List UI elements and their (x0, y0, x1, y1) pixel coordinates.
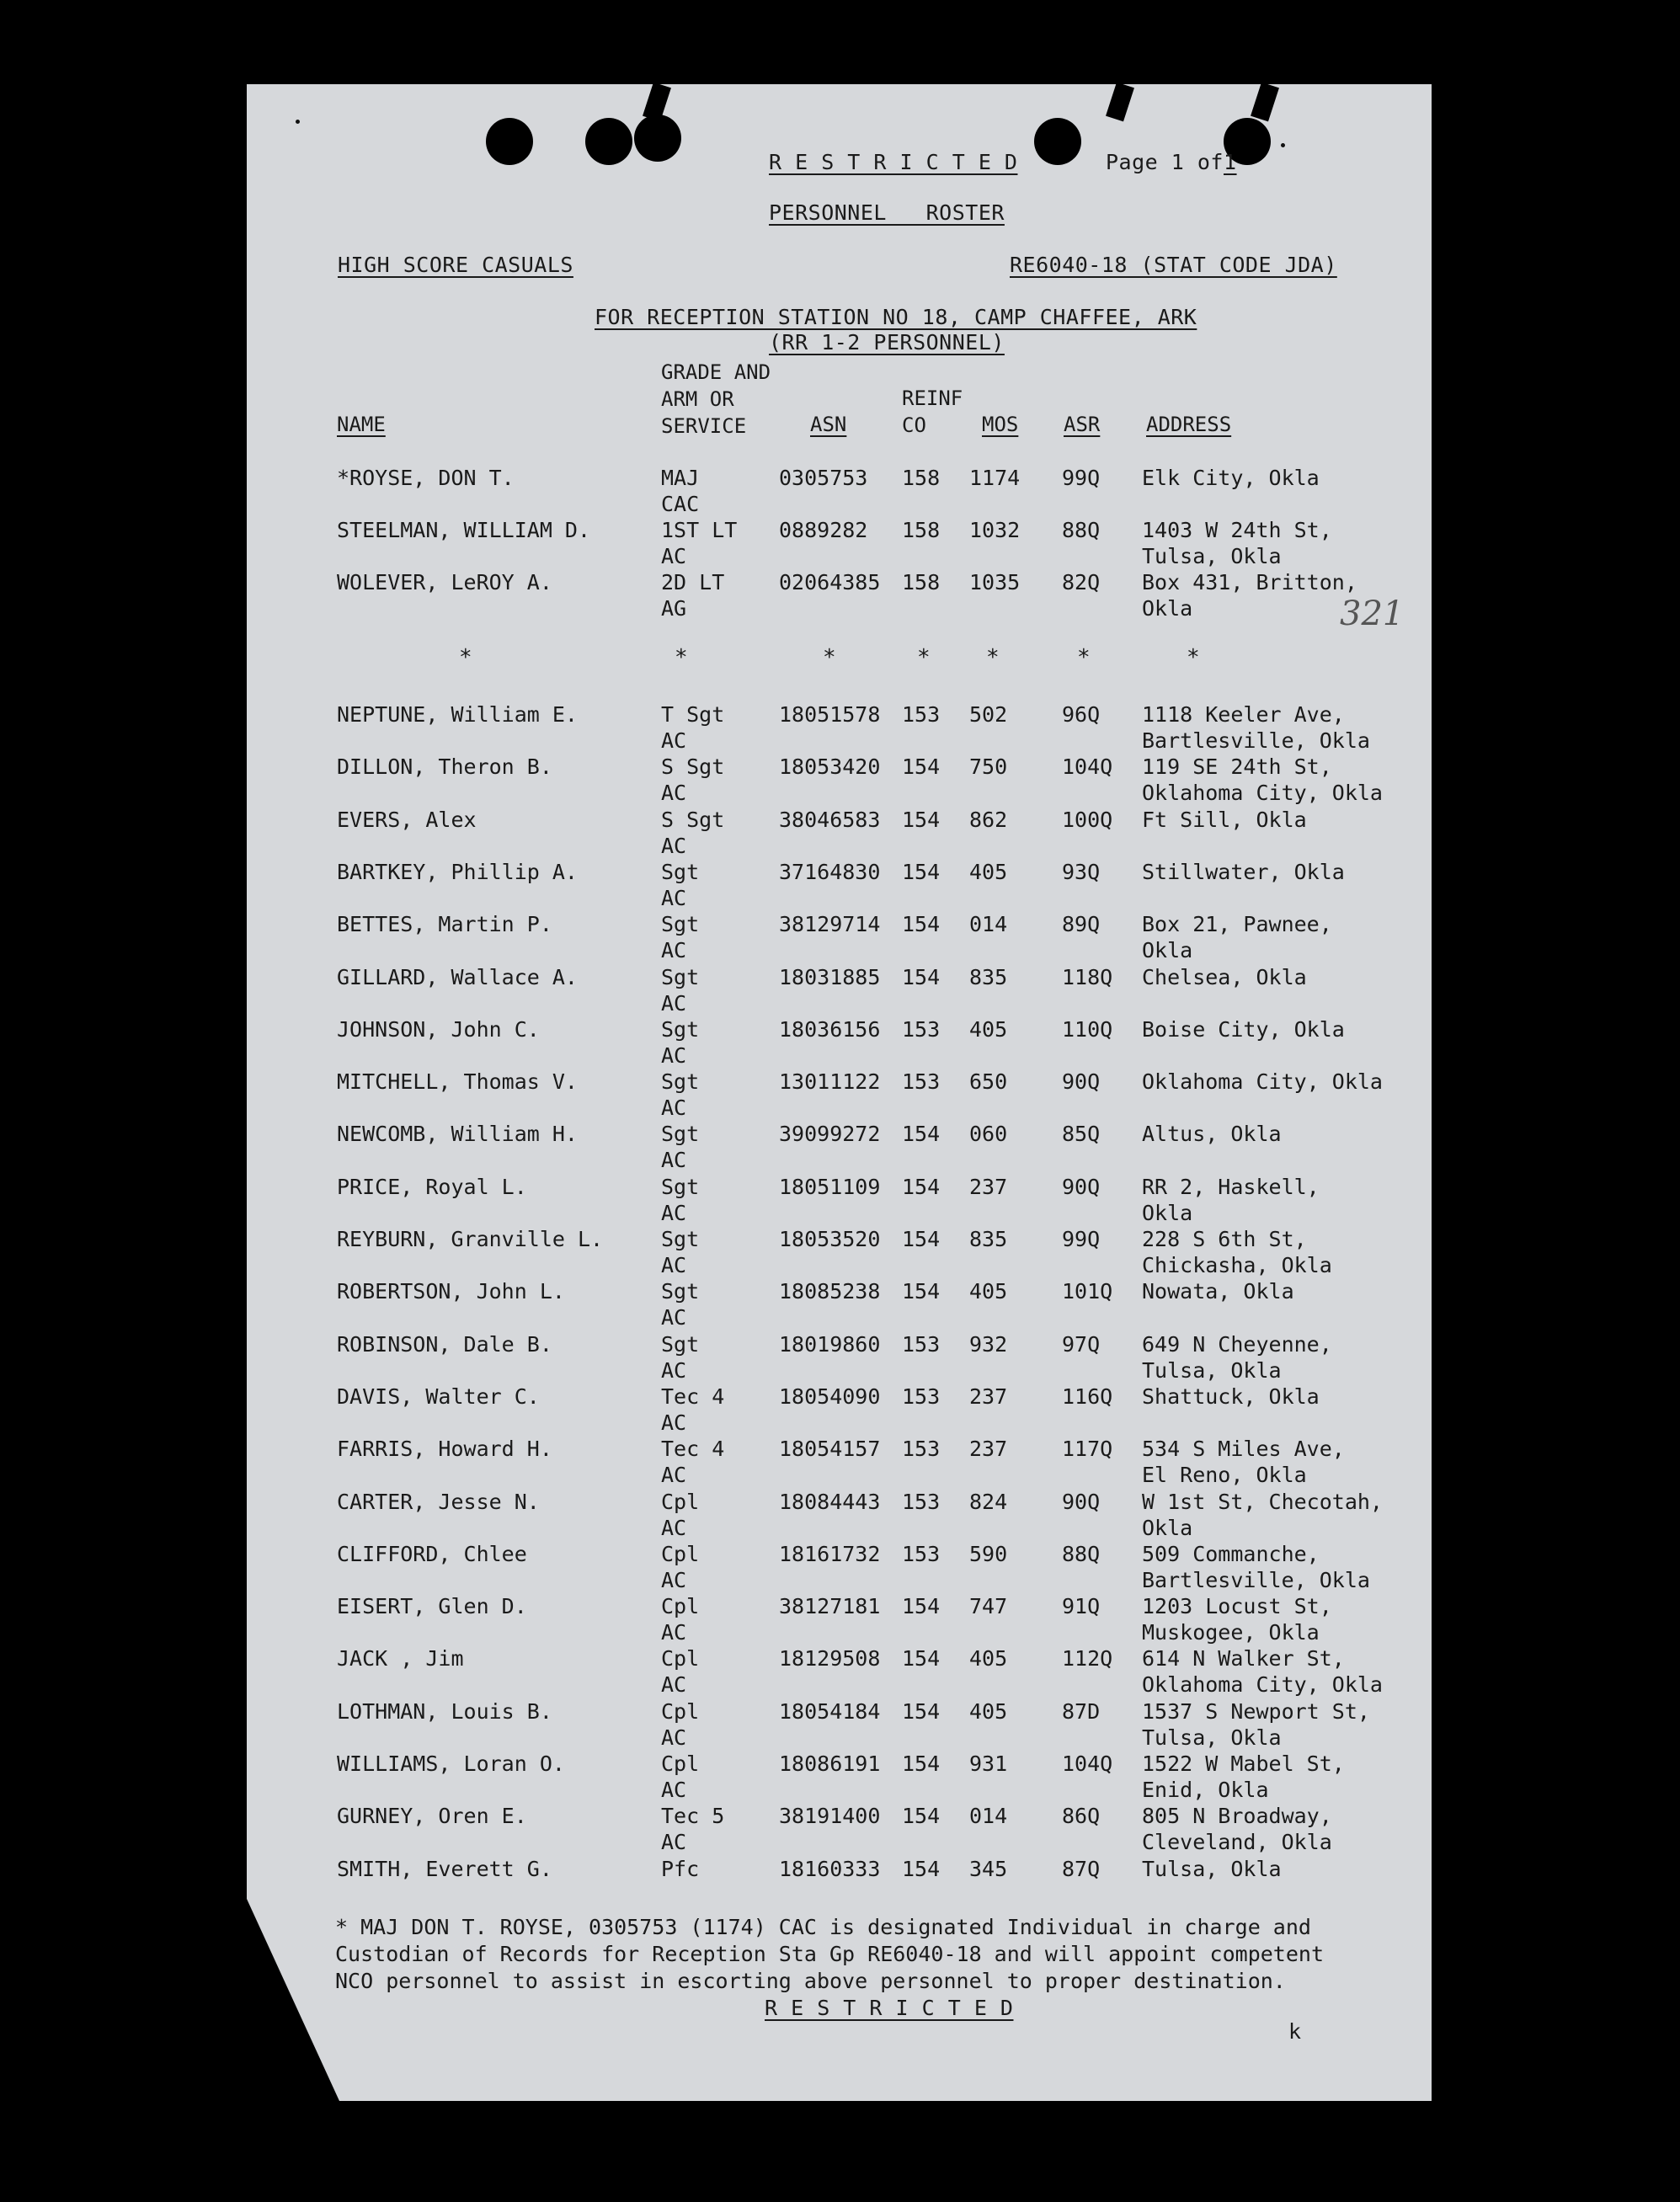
classification-top: R E S T R I C T E D (769, 150, 1018, 174)
right-title: RE6040-18 (STAT CODE JDA) (1010, 253, 1337, 277)
cell-asn: 18086191 (779, 1751, 881, 1776)
cell-asn: 38046583 (779, 807, 881, 832)
cell-arm: AC (661, 990, 687, 1016)
cell-asr: 99Q (1062, 466, 1101, 490)
cell-asr: 90Q (1062, 1489, 1101, 1514)
cell-grade: Tec 4 (661, 1384, 725, 1409)
cell-name: EVERS, Alex (337, 807, 477, 832)
cell-address: 509 Commanche, (1142, 1541, 1320, 1566)
cell-name: DAVIS, Walter C. (337, 1384, 540, 1409)
col-header-name: NAME (337, 413, 386, 436)
cell-name: PRICE, Royal L. (337, 1174, 527, 1199)
cell-arm: AC (661, 1410, 687, 1435)
cell-asn: 13011122 (779, 1069, 881, 1095)
cell-arm: AC (661, 1515, 687, 1540)
station-line: FOR RECEPTION STATION NO 18, CAMP CHAFFEE, ARK (595, 305, 1197, 329)
cell-name: BETTES, Martin P. (337, 912, 552, 937)
cell-arm: AC (661, 1725, 687, 1750)
cell-arm: AC (661, 1253, 687, 1277)
cell-mos: 650 (969, 1069, 1008, 1095)
cell-address: 534 S Miles Ave, (1142, 1437, 1345, 1462)
cell-arm: AC (661, 1620, 687, 1645)
cell-asr: 118Q (1062, 964, 1113, 989)
cell-arm: AC (661, 1148, 687, 1173)
cell-asn: 18160333 (779, 1856, 881, 1881)
cell-grade: Cpl (661, 1751, 700, 1776)
cell-name: MITCHELL, Thomas V. (337, 1069, 578, 1095)
col-header-co: REINF CO (902, 387, 963, 437)
cell-name: ROBINSON, Dale B. (337, 1331, 552, 1357)
cell-grade: S Sgt (661, 807, 725, 832)
page-label: Page 1 of (1106, 150, 1224, 174)
cell-address: Oklahoma City, Okla (1142, 1069, 1383, 1095)
cell-asr: 117Q (1062, 1437, 1113, 1462)
tear-mark (1106, 84, 1134, 121)
cell-arm: AC (661, 1830, 687, 1855)
cell-asr: 93Q (1062, 859, 1101, 884)
cell-asr: 100Q (1062, 807, 1113, 832)
cell-name: REYBURN, Granville L. (337, 1227, 604, 1251)
cell-co: 158 (902, 466, 941, 490)
cell-mos: 824 (969, 1489, 1008, 1514)
separator-star: * (1187, 645, 1200, 670)
cell-grade: Pfc (661, 1856, 700, 1881)
cell-address-line2: Enid, Okla (1142, 1778, 1269, 1802)
cell-mos: 405 (969, 1279, 1008, 1304)
cell-co: 153 (902, 702, 941, 727)
cell-name: WOLEVER, LeROY A. (337, 570, 552, 594)
cell-address: Elk City, Okla (1142, 466, 1320, 490)
cell-co: 154 (902, 1804, 941, 1829)
cell-asn: 18054184 (779, 1698, 881, 1724)
cell-name: CARTER, Jesse N. (337, 1489, 540, 1514)
cell-mos: 405 (969, 1016, 1008, 1042)
cell-co: 154 (902, 912, 941, 937)
table-row (247, 1698, 1432, 1751)
cell-mos: 405 (969, 1698, 1008, 1724)
cell-asn: 18053420 (779, 754, 881, 780)
cell-co: 158 (902, 570, 941, 594)
separator-star: * (986, 645, 1000, 670)
cell-mos: 502 (969, 702, 1008, 727)
cell-co: 158 (902, 518, 941, 542)
table-row (247, 1751, 1432, 1803)
table-row (247, 701, 1432, 754)
table-row (247, 1121, 1432, 1173)
page-total: 1 (1224, 150, 1237, 174)
cell-grade: Cpl (661, 1489, 700, 1514)
cell-arm: AC (661, 833, 687, 858)
personnel-line: (RR 1-2 PERSONNEL) (769, 330, 1005, 355)
cell-mos: 1032 (969, 518, 1021, 542)
cell-asr: 87D (1062, 1698, 1101, 1724)
cell-mos: 931 (969, 1751, 1008, 1776)
cell-mos: 405 (969, 859, 1008, 884)
cell-grade: Sgt (661, 1279, 700, 1304)
cell-name: FARRIS, Howard H. (337, 1437, 552, 1462)
table-row (247, 1803, 1432, 1855)
table-row (247, 1384, 1432, 1436)
cell-address: Chelsea, Okla (1142, 964, 1307, 989)
cell-mos: 345 (969, 1856, 1008, 1881)
cell-address: 228 S 6th St, (1142, 1227, 1307, 1251)
cell-co: 154 (902, 1227, 941, 1251)
cell-asr: 112Q (1062, 1646, 1113, 1671)
cell-name: WILLIAMS, Loran O. (337, 1751, 565, 1776)
cell-asr: 97Q (1062, 1331, 1101, 1357)
cell-co: 153 (902, 1016, 941, 1042)
cell-co: 154 (902, 1646, 941, 1671)
cell-arm: AC (661, 1567, 687, 1592)
cell-address-line2: Okla (1142, 938, 1193, 963)
cell-address: RR 2, Haskell, (1142, 1174, 1320, 1199)
cell-grade: Cpl (661, 1541, 700, 1566)
cell-co: 154 (902, 859, 941, 884)
cell-grade: T Sgt (661, 702, 725, 727)
separator-star: * (1077, 645, 1091, 670)
col-header-mos: MOS (982, 413, 1019, 436)
punch-hole (1034, 118, 1081, 165)
cell-address: 614 N Walker St, (1142, 1646, 1345, 1671)
cell-asr: 96Q (1062, 702, 1101, 727)
document-title: PERSONNEL ROSTER (769, 200, 1005, 225)
table-row (247, 569, 1432, 621)
cell-grade: Sgt (661, 859, 700, 884)
speck (296, 120, 300, 124)
separator-star: * (675, 645, 688, 670)
cell-mos: 835 (969, 1227, 1008, 1251)
cell-asn: 18019860 (779, 1331, 881, 1357)
cell-arm: AC (661, 781, 687, 806)
cell-asr: 99Q (1062, 1227, 1101, 1251)
typist-initial: k (1288, 2019, 1302, 2044)
cell-grade: Sgt (661, 1174, 700, 1199)
cell-arm: AC (661, 885, 687, 910)
cell-grade: Sgt (661, 1227, 700, 1251)
cell-grade: Tec 5 (661, 1804, 725, 1829)
cell-name: JOHNSON, John C. (337, 1016, 540, 1042)
cell-arm: AC (661, 1463, 687, 1488)
col-header-asn: ASN (810, 413, 847, 436)
cell-arm: AC (661, 544, 687, 568)
table-row (247, 1278, 1432, 1330)
cell-grade: Sgt (661, 912, 700, 937)
cell-co: 154 (902, 1751, 941, 1776)
cell-co: 154 (902, 1279, 941, 1304)
punch-hole (634, 115, 681, 162)
table-row (247, 1541, 1432, 1593)
cell-arm: AC (661, 728, 687, 753)
table-row (247, 1856, 1432, 1908)
cell-address-line2: Okla (1142, 1515, 1193, 1540)
cell-arm: AC (661, 1672, 687, 1698)
footer-note: * MAJ DON T. ROYSE, 0305753 (1174) CAC is designated Individual in charge and Custodian of Records for Reception Sta Gp RE6040-18 and will appoint competent NCO personnel to assist in escorting above personnel to proper destination. (335, 1915, 1324, 1993)
cell-address-line2: Oklahoma City, Okla (1142, 1672, 1383, 1698)
cell-address: Boise City, Okla (1142, 1016, 1345, 1042)
cell-address-line2: Cleveland, Okla (1142, 1830, 1332, 1855)
cell-address: 1522 W Mabel St, (1142, 1751, 1345, 1776)
cell-asr: 88Q (1062, 518, 1101, 542)
cell-address-line2: Tulsa, Okla (1142, 1357, 1282, 1383)
cell-address-line2: Okla (1142, 1200, 1193, 1225)
table-row (247, 754, 1432, 806)
cell-mos: 405 (969, 1646, 1008, 1671)
cell-asr: 104Q (1062, 754, 1113, 780)
punch-hole (486, 118, 533, 165)
cell-asr: 116Q (1062, 1384, 1113, 1409)
cell-mos: 060 (969, 1122, 1008, 1147)
cell-asn: 38129714 (779, 912, 881, 937)
cell-asr: 82Q (1062, 570, 1101, 594)
classification-bottom: R E S T R I C T E D (765, 1996, 1014, 2020)
cell-grade: 1ST LT (661, 518, 738, 542)
cell-address: 1537 S Newport St, (1142, 1698, 1370, 1724)
cell-name: NEPTUNE, William E. (337, 702, 578, 727)
cell-mos: 750 (969, 754, 1008, 780)
cell-address: 649 N Cheyenne, (1142, 1331, 1332, 1357)
speck (1281, 143, 1285, 147)
cell-asr: 90Q (1062, 1069, 1101, 1095)
cell-asn: 18051578 (779, 702, 881, 727)
cell-co: 153 (902, 1384, 941, 1409)
cell-asn: 18051109 (779, 1174, 881, 1199)
cell-address: Tulsa, Okla (1142, 1856, 1282, 1881)
cell-address-line2: Oklahoma City, Okla (1142, 781, 1383, 806)
cell-address: 1118 Keeler Ave, (1142, 702, 1345, 727)
separator-star: * (823, 645, 836, 670)
left-title: HIGH SCORE CASUALS (338, 253, 573, 277)
cell-asn: 37164830 (779, 859, 881, 884)
cell-asr: 88Q (1062, 1541, 1101, 1566)
punch-hole (585, 118, 632, 165)
cell-mos: 747 (969, 1594, 1008, 1619)
cell-grade: S Sgt (661, 754, 725, 780)
cell-arm: AC (661, 1305, 687, 1330)
cell-co: 154 (902, 754, 941, 780)
separator-star: * (459, 645, 472, 670)
col-header-address: ADDRESS (1146, 413, 1232, 436)
cell-asr: 91Q (1062, 1594, 1101, 1619)
cell-name: STEELMAN, WILLIAM D. (337, 518, 591, 542)
cell-asn: 18084443 (779, 1489, 881, 1514)
cell-address-line2: Bartlesville, Okla (1142, 1567, 1370, 1592)
cell-address-line2: El Reno, Okla (1142, 1463, 1307, 1488)
cell-co: 154 (902, 964, 941, 989)
cell-co: 153 (902, 1331, 941, 1357)
cell-asn: 02064385 (779, 570, 881, 594)
cell-co: 154 (902, 1174, 941, 1199)
cell-arm: AC (661, 1042, 687, 1068)
cell-mos: 862 (969, 807, 1008, 832)
cell-co: 153 (902, 1489, 941, 1514)
table-row (247, 964, 1432, 1016)
cell-arm: AC (661, 938, 687, 963)
table-row (247, 1489, 1432, 1541)
cell-name: LOTHMAN, Louis B. (337, 1698, 552, 1724)
cell-name: JACK , Jim (337, 1646, 464, 1671)
table-row (247, 1645, 1432, 1698)
cell-co: 154 (902, 1698, 941, 1724)
cell-asn: 18054157 (779, 1437, 881, 1462)
cell-mos: 237 (969, 1437, 1008, 1462)
cell-asr: 90Q (1062, 1174, 1101, 1199)
cell-name: NEWCOMB, William H. (337, 1122, 578, 1147)
cell-address-line2: Muskogee, Okla (1142, 1620, 1320, 1645)
cell-address: Ft Sill, Okla (1142, 807, 1307, 832)
cell-address: Altus, Okla (1142, 1122, 1282, 1147)
cell-co: 154 (902, 1856, 941, 1881)
cell-co: 154 (902, 807, 941, 832)
cell-address-line2: Tulsa, Okla (1142, 544, 1282, 568)
cell-name: ROBERTSON, John L. (337, 1279, 565, 1304)
table-row (247, 807, 1432, 859)
cell-grade: Cpl (661, 1646, 700, 1671)
cell-asn: 18036156 (779, 1016, 881, 1042)
cell-asr: 86Q (1062, 1804, 1101, 1829)
cell-address-line2: Tulsa, Okla (1142, 1725, 1282, 1750)
cell-address: Shattuck, Okla (1142, 1384, 1320, 1409)
cell-arm: AC (661, 1357, 687, 1383)
table-row (247, 1016, 1432, 1069)
cell-asn: 38191400 (779, 1804, 881, 1829)
cell-asr: 104Q (1062, 1751, 1113, 1776)
cell-asn: 18161732 (779, 1541, 881, 1566)
roster-page (247, 84, 1432, 2101)
folded-corner (247, 1899, 339, 2101)
cell-mos: 1174 (969, 466, 1021, 490)
cell-co: 153 (902, 1437, 941, 1462)
cell-address: 1403 W 24th St, (1142, 518, 1332, 542)
table-row (247, 1226, 1432, 1278)
cell-asn: 18053520 (779, 1227, 881, 1251)
cell-co: 154 (902, 1122, 941, 1147)
table-row (247, 1174, 1432, 1226)
cell-grade: Sgt (661, 1122, 700, 1147)
cell-address: W 1st St, Checotah, (1142, 1489, 1383, 1514)
cell-mos: 014 (969, 912, 1008, 937)
cell-address-line2: Okla (1142, 596, 1193, 621)
tear-mark (1251, 84, 1279, 121)
table-row (247, 1069, 1432, 1121)
cell-grade: Sgt (661, 1069, 700, 1095)
cell-address: 119 SE 24th St, (1142, 754, 1332, 780)
cell-name: EISERT, Glen D. (337, 1594, 527, 1619)
table-row (247, 859, 1432, 911)
cell-mos: 590 (969, 1541, 1008, 1566)
cell-name: *ROYSE, DON T. (337, 466, 515, 490)
cell-address: 805 N Broadway, (1142, 1804, 1332, 1829)
cell-mos: 014 (969, 1804, 1008, 1829)
cell-asn: 38127181 (779, 1594, 881, 1619)
cell-mos: 1035 (969, 570, 1021, 594)
cell-address: Box 21, Pawnee, (1142, 912, 1332, 937)
cell-address-line2: Chickasha, Okla (1142, 1253, 1332, 1277)
col-header-asr: ASR (1064, 413, 1101, 436)
cell-grade: MAJ (661, 466, 700, 490)
cell-grade: Sgt (661, 1016, 700, 1042)
cell-arm: AC (661, 1200, 687, 1225)
cell-asn: 18031885 (779, 964, 881, 989)
cell-name: GURNEY, Oren E. (337, 1804, 527, 1829)
cell-arm: CAC (661, 492, 700, 516)
cell-asr: 87Q (1062, 1856, 1101, 1881)
cell-co: 153 (902, 1069, 941, 1095)
cell-grade: Cpl (661, 1594, 700, 1619)
table-row (247, 1436, 1432, 1488)
cell-grade: 2D LT (661, 570, 725, 594)
table-row (247, 517, 1432, 569)
cell-address: Box 431, Britton, (1142, 570, 1357, 594)
cell-address: Stillwater, Okla (1142, 859, 1345, 884)
table-row (247, 1593, 1432, 1645)
cell-co: 154 (902, 1594, 941, 1619)
cell-name: SMITH, Everett G. (337, 1856, 552, 1881)
cell-name: BARTKEY, Phillip A. (337, 859, 578, 884)
cell-grade: Sgt (661, 964, 700, 989)
table-row (247, 1331, 1432, 1384)
separator-star: * (917, 645, 931, 670)
cell-asn: 0305753 (779, 466, 868, 490)
cell-grade: Cpl (661, 1698, 700, 1724)
cell-name: DILLON, Theron B. (337, 754, 552, 780)
cell-asn: 0889282 (779, 518, 868, 542)
col-header-grade: GRADE AND ARM OR SERVICE (661, 360, 771, 438)
cell-mos: 932 (969, 1331, 1008, 1357)
cell-mos: 237 (969, 1174, 1008, 1199)
cell-arm: AC (661, 1778, 687, 1802)
cell-co: 153 (902, 1541, 941, 1566)
stamp-number: 321 (1340, 594, 1405, 633)
cell-mos: 237 (969, 1384, 1008, 1409)
cell-asn: 18054090 (779, 1384, 881, 1409)
cell-grade: Sgt (661, 1331, 700, 1357)
cell-asr: 89Q (1062, 912, 1101, 937)
cell-asn: 18129508 (779, 1646, 881, 1671)
cell-arm: AC (661, 1096, 687, 1121)
cell-asn: 39099272 (779, 1122, 881, 1147)
cell-asr: 110Q (1062, 1016, 1113, 1042)
cell-address: 1203 Locust St, (1142, 1594, 1332, 1619)
table-row (247, 465, 1432, 517)
cell-asr: 85Q (1062, 1122, 1101, 1147)
cell-mos: 835 (969, 964, 1008, 989)
table-row (247, 911, 1432, 963)
cell-name: GILLARD, Wallace A. (337, 964, 578, 989)
cell-grade: Tec 4 (661, 1437, 725, 1462)
cell-name: CLIFFORD, Chlee (337, 1541, 527, 1566)
cell-address: Nowata, Okla (1142, 1279, 1294, 1304)
cell-address-line2: Bartlesville, Okla (1142, 728, 1370, 753)
cell-asr: 101Q (1062, 1279, 1113, 1304)
cell-arm: AG (661, 596, 687, 621)
cell-asn: 18085238 (779, 1279, 881, 1304)
